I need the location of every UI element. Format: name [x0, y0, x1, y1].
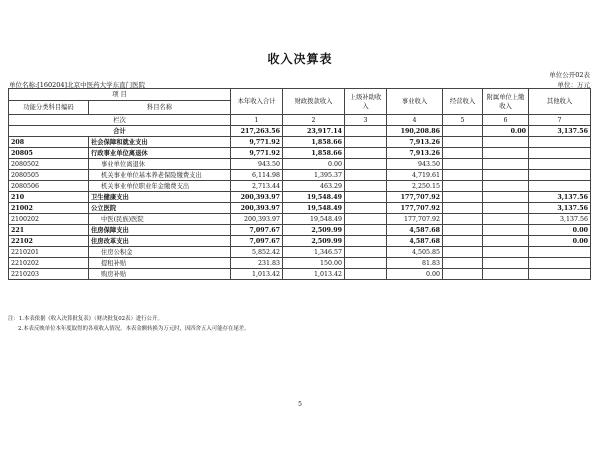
income-table [8, 88, 591, 280]
subject-name-cell: 住房改革支出 [89, 236, 231, 247]
amount-cell: 4,719.61 [387, 170, 443, 181]
amount-cell [443, 236, 483, 247]
amount-cell: 4,587.68 [387, 236, 443, 247]
column-index-cell: 1 [231, 115, 283, 126]
func-code-cell: 2080505 [9, 170, 89, 181]
func-code-cell: 22102 [9, 236, 89, 247]
amount-cell: 81.83 [387, 258, 443, 269]
amount-cell [483, 258, 529, 269]
func-code-cell: 208 [9, 137, 89, 148]
amount-cell: 1,395.37 [283, 170, 345, 181]
amount-cell: 4,505.85 [387, 247, 443, 258]
table-row [9, 247, 591, 258]
amount-cell [483, 137, 529, 148]
amount-cell: 200,393.97 [231, 203, 283, 214]
total-row [9, 126, 591, 137]
amount-cell: 1,013.42 [231, 269, 283, 280]
notes [8, 314, 250, 334]
header-func-code: 功能分类科目编码 [9, 101, 89, 115]
amount-cell [345, 269, 387, 280]
amount-cell: 0.00 [387, 269, 443, 280]
func-code-cell: 210 [9, 192, 89, 203]
amount-cell [345, 170, 387, 181]
amount-cell: 2,713.44 [231, 181, 283, 192]
amount-cell [483, 170, 529, 181]
amount-cell [483, 247, 529, 258]
amount-cell: 7,097.67 [231, 236, 283, 247]
subject-name-cell: 住房公积金 [89, 247, 231, 258]
amount-cell: 5,852.42 [231, 247, 283, 258]
amount-cell [443, 181, 483, 192]
amount-cell: 177,707.92 [387, 192, 443, 203]
amount-cell [443, 203, 483, 214]
amount-cell [345, 214, 387, 225]
column-index-row [9, 115, 591, 126]
amount-cell: 4,587.68 [387, 225, 443, 236]
amount-cell [529, 159, 591, 170]
total-cell: 190,208.86 [387, 126, 443, 137]
subject-name-cell: 社会保障和就业支出 [89, 137, 231, 148]
subject-name-cell: 卫生健康支出 [89, 192, 231, 203]
header-business: 事业收入 [387, 89, 443, 115]
func-code-cell: 2100202 [9, 214, 89, 225]
amount-cell [345, 148, 387, 159]
amount-cell: 3,137.56 [529, 214, 591, 225]
amount-cell [529, 137, 591, 148]
table-row [9, 236, 591, 247]
amount-cell [345, 181, 387, 192]
amount-cell [443, 170, 483, 181]
subject-name-cell: 机关事业单位职业年金缴费支出 [89, 181, 231, 192]
column-index-cell: 2 [283, 115, 345, 126]
subject-name-cell: 提租补贴 [89, 258, 231, 269]
total-cell: 217,263.56 [231, 126, 283, 137]
subject-name-cell: 事业单位离退休 [89, 159, 231, 170]
table-row [9, 170, 591, 181]
amount-cell [483, 225, 529, 236]
amount-cell [443, 258, 483, 269]
amount-cell [529, 181, 591, 192]
amount-cell: 2,509.99 [283, 236, 345, 247]
amount-cell [443, 247, 483, 258]
page-number: 5 [298, 401, 302, 408]
amount-cell [483, 214, 529, 225]
amount-cell [345, 137, 387, 148]
amount-cell [345, 258, 387, 269]
amount-cell [483, 181, 529, 192]
subject-name-cell: 行政事业单位离退休 [89, 148, 231, 159]
func-code-cell: 2210202 [9, 258, 89, 269]
amount-cell [483, 236, 529, 247]
amount-cell: 943.50 [231, 159, 283, 170]
amount-cell [529, 148, 591, 159]
amount-cell [483, 203, 529, 214]
amount-cell [345, 225, 387, 236]
header-superior: 上级补助收入 [345, 89, 387, 115]
amount-cell [345, 203, 387, 214]
header-affiliate: 附属单位上缴收入 [483, 89, 529, 115]
header-operation: 经营收入 [443, 89, 483, 115]
amount-cell [529, 170, 591, 181]
amount-cell [443, 214, 483, 225]
total-cell: 0.00 [483, 126, 529, 137]
form-number: 单位公开02表 [549, 71, 590, 79]
amount-cell: 2,509.99 [283, 225, 345, 236]
amount-cell: 9,771.92 [231, 137, 283, 148]
amount-cell: 7,097.67 [231, 225, 283, 236]
amount-cell [483, 159, 529, 170]
amount-cell: 0.00 [529, 236, 591, 247]
func-code-cell: 2210201 [9, 247, 89, 258]
header-subject-name: 科目名称 [89, 101, 231, 115]
header-project: 项 目 [9, 89, 231, 101]
total-cell: 3,137.56 [529, 126, 591, 137]
subject-name-cell: 公立医院 [89, 203, 231, 214]
amount-cell [483, 192, 529, 203]
amount-cell [483, 148, 529, 159]
column-index-cell: 7 [529, 115, 591, 126]
table-row [9, 137, 591, 148]
amount-cell [443, 192, 483, 203]
amount-cell: 1,346.57 [283, 247, 345, 258]
amount-cell: 200,393.97 [231, 192, 283, 203]
column-index-label: 栏次 [9, 115, 231, 126]
table-row [9, 203, 591, 214]
func-code-cell: 2210203 [9, 269, 89, 280]
subject-name-cell: 购房补贴 [89, 269, 231, 280]
amount-cell: 19,548.49 [283, 203, 345, 214]
amount-cell [529, 247, 591, 258]
amount-cell: 3,137.56 [529, 203, 591, 214]
note-2: 2.本表反映单位本年度取得的各项收入情况。本表金额转换为万元时，因四舍五入可能存在尾差。 [18, 326, 250, 332]
currency-unit: 单位：万元 [557, 81, 590, 89]
amount-cell: 9,771.92 [231, 148, 283, 159]
amount-cell: 6,114.98 [231, 170, 283, 181]
table-row [9, 181, 591, 192]
amount-cell [443, 159, 483, 170]
amount-cell [443, 137, 483, 148]
amount-cell: 7,913.26 [387, 137, 443, 148]
amount-cell [345, 192, 387, 203]
header-total: 本年收入合计 [231, 89, 283, 115]
total-cell: 23,917.14 [283, 126, 345, 137]
page-title: 收入决算表 [267, 52, 333, 66]
column-index-cell: 5 [443, 115, 483, 126]
total-cell [443, 126, 483, 137]
amount-cell [529, 258, 591, 269]
unit-name: 单位名称:[160204]北京中医药大学东直门医院 [9, 81, 146, 89]
table-row [9, 269, 591, 280]
amount-cell: 200,393.97 [231, 214, 283, 225]
column-index-cell: 3 [345, 115, 387, 126]
amount-cell: 150.00 [283, 258, 345, 269]
total-cell [345, 126, 387, 137]
column-index-cell: 6 [483, 115, 529, 126]
subject-name-cell: 机关事业单位基本养老保险缴费支出 [89, 170, 231, 181]
table-row [9, 159, 591, 170]
amount-cell: 177,707.92 [387, 203, 443, 214]
amount-cell [483, 269, 529, 280]
amount-cell [345, 236, 387, 247]
func-code-cell: 2080502 [9, 159, 89, 170]
amount-cell: 943.50 [387, 159, 443, 170]
amount-cell: 19,548.49 [283, 214, 345, 225]
column-index-cell: 4 [387, 115, 443, 126]
subject-name-cell: 住房保障支出 [89, 225, 231, 236]
func-code-cell: 2080506 [9, 181, 89, 192]
table-row [9, 148, 591, 159]
amount-cell: 2,250.15 [387, 181, 443, 192]
amount-cell [443, 225, 483, 236]
amount-cell: 463.29 [283, 181, 345, 192]
amount-cell: 1,013.42 [283, 269, 345, 280]
amount-cell [443, 269, 483, 280]
amount-cell: 0.00 [529, 225, 591, 236]
amount-cell: 231.83 [231, 258, 283, 269]
table-row [9, 192, 591, 203]
func-code-cell: 20805 [9, 148, 89, 159]
amount-cell: 1,858.66 [283, 148, 345, 159]
amount-cell: 3,137.56 [529, 192, 591, 203]
amount-cell: 177,707.92 [387, 214, 443, 225]
header-other: 其他收入 [529, 89, 591, 115]
amount-cell: 0.00 [283, 159, 345, 170]
subject-name-cell: 中医(民族)医院 [89, 214, 231, 225]
table-row [9, 214, 591, 225]
table-row [9, 258, 591, 269]
amount-cell [345, 247, 387, 258]
amount-cell [345, 159, 387, 170]
amount-cell: 7,913.26 [387, 148, 443, 159]
func-code-cell: 21002 [9, 203, 89, 214]
header-fiscal: 财政拨款收入 [283, 89, 345, 115]
amount-cell [443, 148, 483, 159]
table-row [9, 225, 591, 236]
total-label: 合计 [9, 126, 231, 137]
note-1: 注：1.本表依据《收入决算批复表》（财决批复02表）进行公开。 [8, 316, 163, 322]
amount-cell [529, 269, 591, 280]
amount-cell: 19,548.49 [283, 192, 345, 203]
func-code-cell: 221 [9, 225, 89, 236]
amount-cell: 1,858.66 [283, 137, 345, 148]
